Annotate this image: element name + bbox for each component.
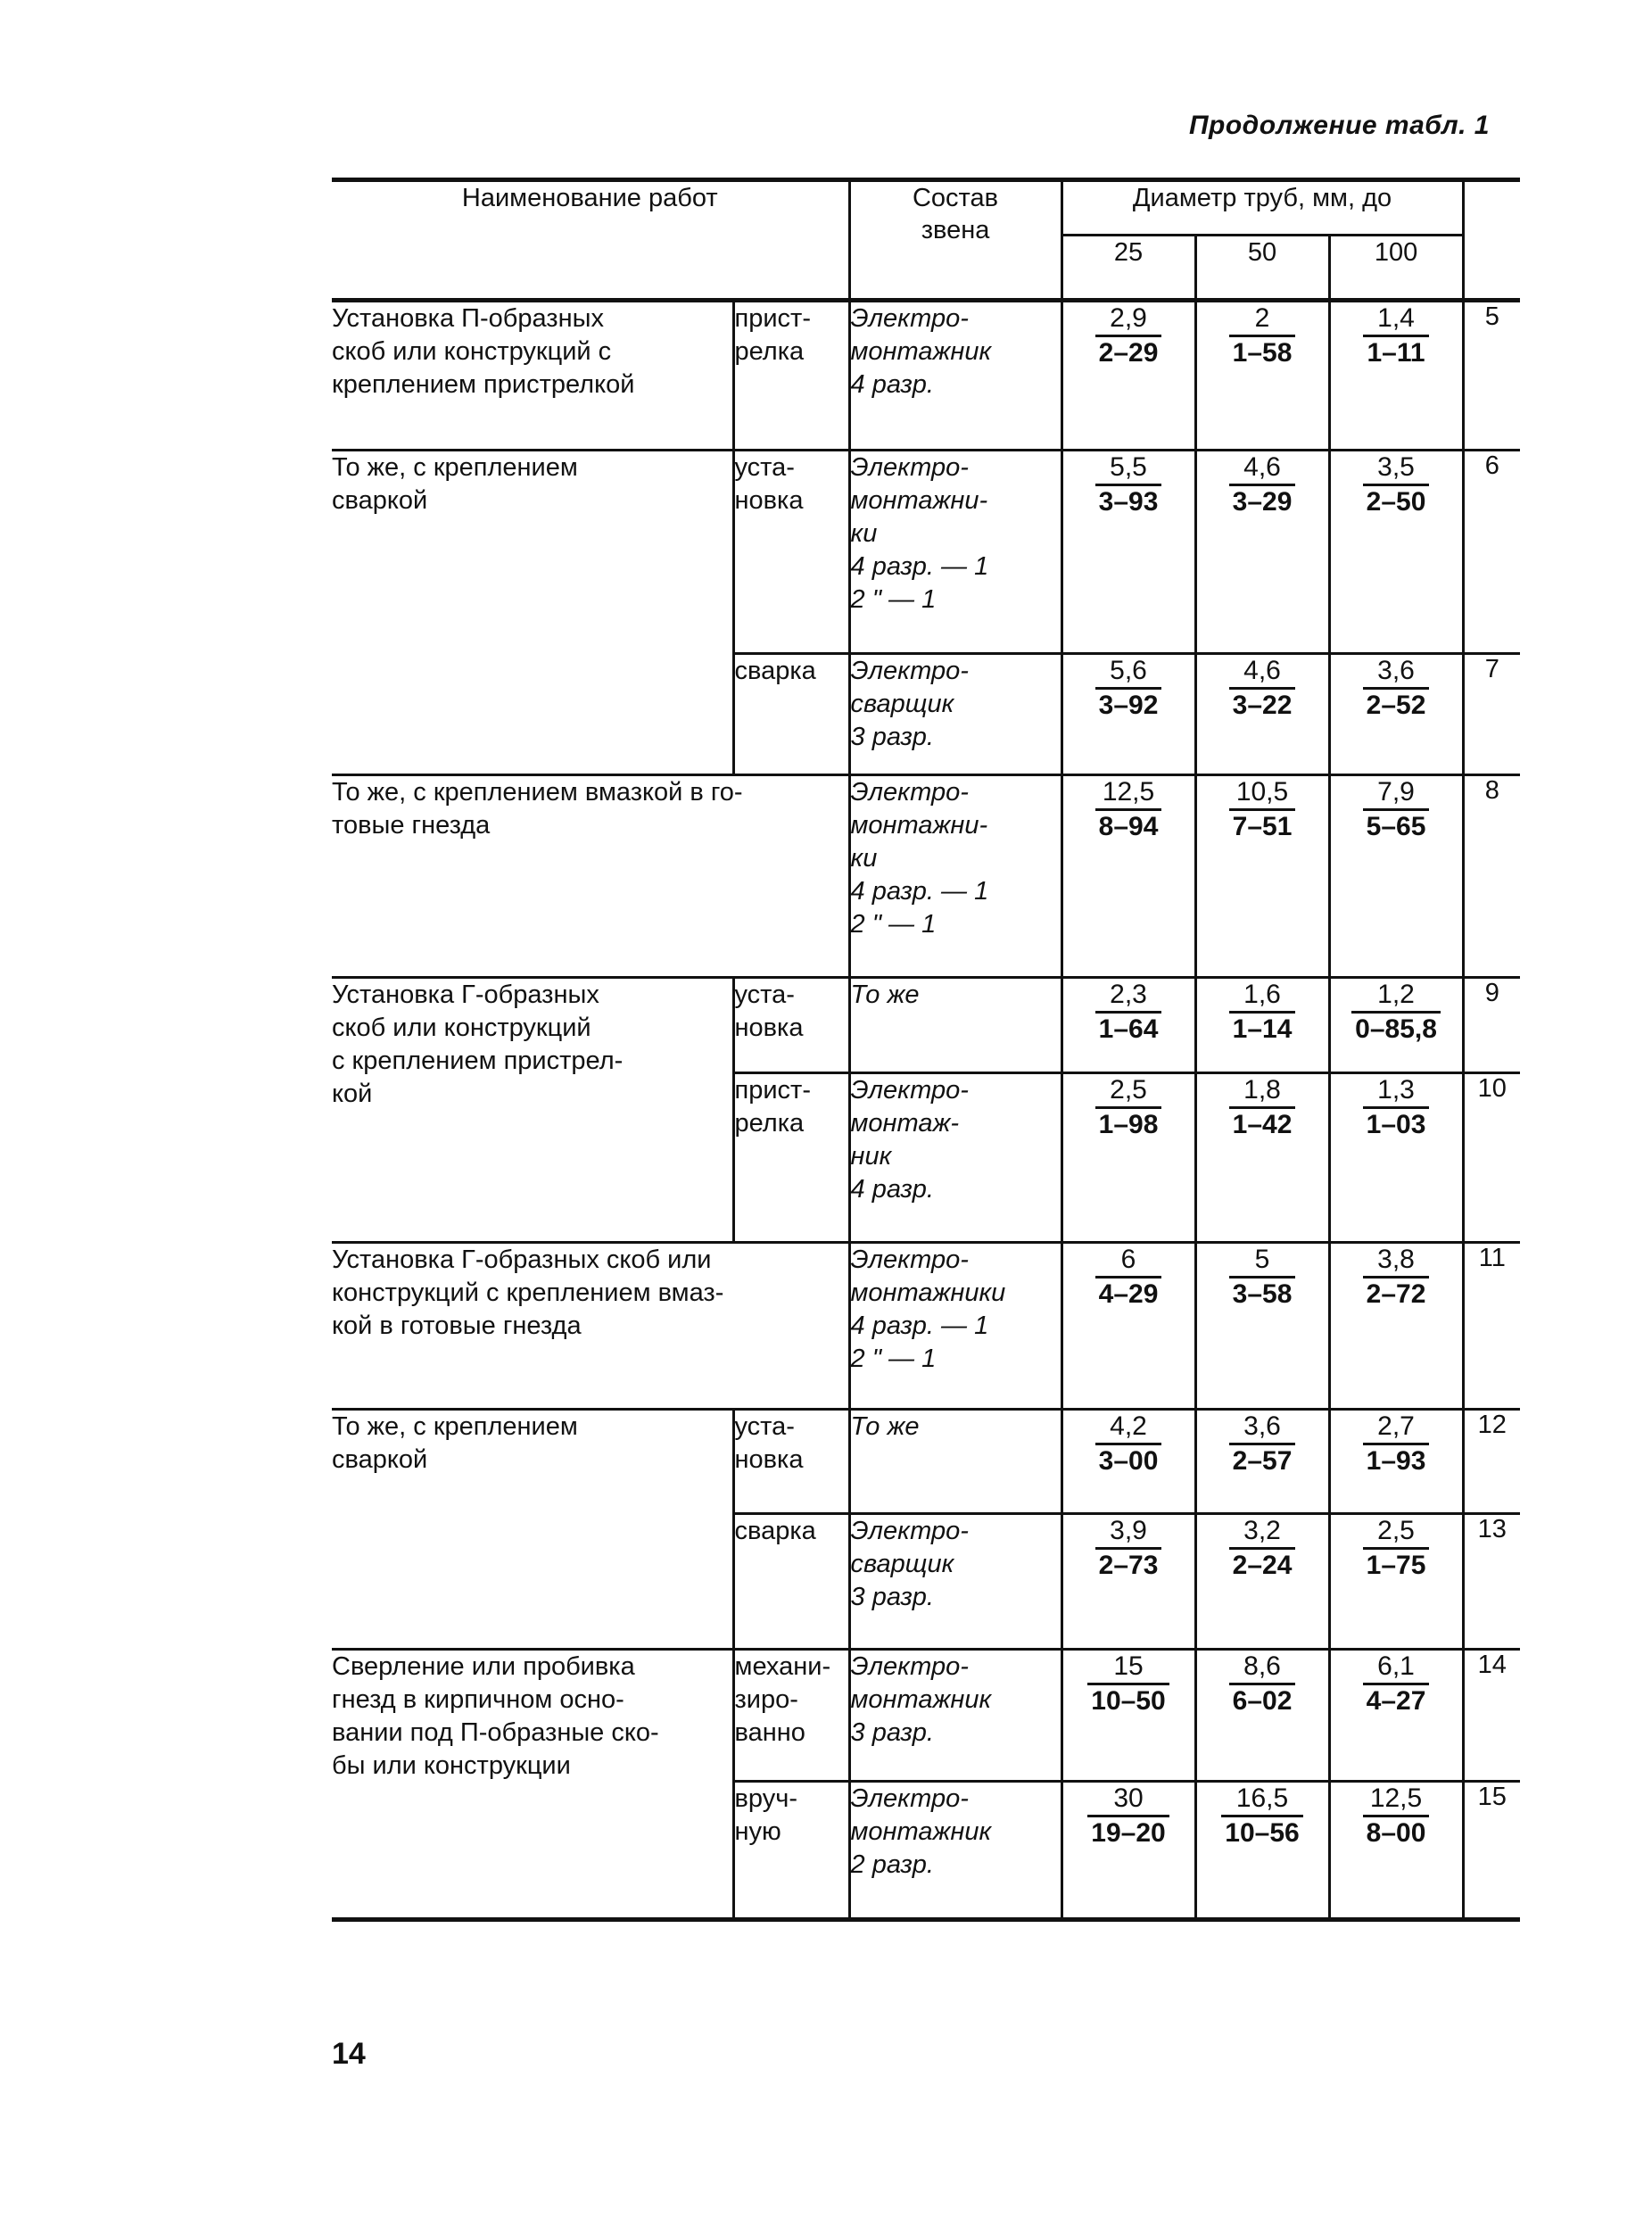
- text-line: вании под П-образные ско-: [332, 1718, 659, 1747]
- value-d50: [1195, 775, 1329, 978]
- header-d50: 50: [1195, 236, 1329, 301]
- text-line: сваркой: [332, 1445, 428, 1474]
- header-d100: 100: [1329, 236, 1463, 301]
- fraction-numerator: 2,9: [1095, 302, 1162, 337]
- work-name: [332, 1410, 733, 1650]
- text-line: Электро-: [850, 453, 969, 482]
- crew: [849, 654, 1061, 775]
- fraction-numerator: 4,2: [1095, 1411, 1162, 1445]
- fraction-denominator: 1–64: [1098, 1014, 1159, 1044]
- text-line: То же: [850, 1412, 920, 1441]
- table-row: [332, 301, 1520, 451]
- text-line: сварщик: [850, 1550, 954, 1578]
- text-line: 2 разр.: [850, 1850, 934, 1879]
- text-line: уста-: [734, 453, 795, 482]
- text-line: Электро-: [850, 1517, 969, 1545]
- text-line: Сверление или пробивка: [332, 1652, 635, 1681]
- norm-fraction: [1095, 451, 1162, 518]
- text-line: скоб или конструкций с: [332, 337, 612, 366]
- fraction-denominator: 3–93: [1098, 487, 1159, 517]
- fraction-numerator: 7,9: [1363, 776, 1430, 811]
- row-number: 7: [1463, 654, 1520, 775]
- norm-fraction: [1229, 776, 1296, 843]
- fraction-numerator: 3,6: [1363, 655, 1430, 690]
- text-line: скоб или конструкций: [332, 1014, 591, 1042]
- text-line: Электро-: [850, 304, 969, 333]
- fraction-denominator: 8–00: [1366, 1818, 1426, 1848]
- fraction-numerator: 16,5: [1221, 1783, 1302, 1817]
- text-line: вруч-: [734, 1784, 797, 1813]
- text-line: кой: [332, 1080, 373, 1108]
- text-line: Электро-: [850, 1245, 969, 1274]
- text-line: 2 " — 1: [850, 1345, 937, 1373]
- text-line: монтажни-: [850, 486, 988, 515]
- fraction-denominator: 1–42: [1232, 1110, 1293, 1139]
- value-d25: [1061, 1410, 1195, 1514]
- norm-fraction: [1229, 1651, 1296, 1717]
- table-row: [332, 451, 1520, 654]
- text-line: монтажник: [850, 337, 992, 366]
- fraction-denominator: 7–51: [1232, 812, 1293, 841]
- work-method: [733, 1650, 849, 1782]
- work-name: [332, 451, 733, 775]
- text-line: 2 " — 1: [850, 910, 937, 939]
- fraction-denominator: 0–85,8: [1355, 1014, 1437, 1044]
- text-line: монтажник: [850, 1685, 992, 1714]
- value-d25: [1061, 1782, 1195, 1920]
- fraction-numerator: 1,6: [1229, 979, 1296, 1014]
- row-number: 9: [1463, 978, 1520, 1073]
- fraction-denominator: 4–29: [1098, 1279, 1159, 1309]
- text-line: конструкций с креплением вмаз-: [332, 1279, 724, 1307]
- norm-fraction: [1363, 302, 1428, 369]
- norm-fraction: [1087, 1783, 1169, 1849]
- table-row: [332, 1410, 1520, 1514]
- norm-fraction: [1363, 1783, 1430, 1849]
- header-name: Наименование работ: [332, 180, 849, 301]
- value-d50: [1195, 1410, 1329, 1514]
- norm-fraction: [1087, 1651, 1169, 1717]
- norm-fraction: [1363, 451, 1430, 518]
- row-number: 6: [1463, 451, 1520, 654]
- value-d50: [1195, 1243, 1329, 1410]
- text-line: 4 разр. — 1: [850, 1312, 989, 1340]
- fraction-denominator: 3–58: [1232, 1279, 1293, 1309]
- fraction-numerator: 10,5: [1229, 776, 1296, 811]
- fraction-denominator: 2–50: [1366, 487, 1426, 517]
- norm-fraction: [1229, 451, 1296, 518]
- norm-fraction: [1221, 1783, 1302, 1849]
- crew: [849, 978, 1061, 1073]
- work-method: [733, 1514, 849, 1650]
- fraction-numerator: 12,5: [1095, 776, 1162, 811]
- value-d50: [1195, 1514, 1329, 1650]
- work-name: [332, 301, 733, 451]
- text-line: ки: [850, 844, 878, 873]
- text-line: 4 разр. — 1: [850, 552, 989, 581]
- fraction-denominator: 1–93: [1366, 1446, 1426, 1476]
- work-name: [332, 775, 849, 978]
- fraction-numerator: 3,6: [1229, 1411, 1296, 1445]
- crew: [849, 1243, 1061, 1410]
- crew: [849, 1514, 1061, 1650]
- work-method: [733, 654, 849, 775]
- text-line: сваркой: [332, 486, 428, 515]
- fraction-numerator: 4,6: [1229, 451, 1296, 486]
- text-line: ник: [850, 1142, 892, 1171]
- value-d50: [1195, 1782, 1329, 1920]
- text-line: релка: [734, 1109, 805, 1138]
- fraction-denominator: 1–58: [1232, 338, 1293, 368]
- crew: [849, 1410, 1061, 1514]
- crew: [849, 451, 1061, 654]
- fraction-denominator: 6–02: [1232, 1686, 1293, 1716]
- fraction-numerator: 1,8: [1229, 1074, 1296, 1109]
- text-line: 4 разр. — 1: [850, 877, 989, 906]
- fraction-numerator: 3,8: [1363, 1244, 1430, 1279]
- text-line: зиро-: [734, 1685, 798, 1714]
- text-line: монтажник: [850, 1817, 992, 1846]
- row-number: 5: [1463, 301, 1520, 451]
- fraction-numerator: 2,7: [1363, 1411, 1430, 1445]
- fraction-denominator: 1–11: [1367, 338, 1425, 368]
- fraction-numerator: 5: [1229, 1244, 1296, 1279]
- norm-fraction: [1229, 655, 1296, 722]
- text-line: Установка Г-образных скоб или: [332, 1245, 712, 1274]
- text-line: новка: [734, 1445, 804, 1474]
- fraction-numerator: 5,6: [1095, 655, 1162, 690]
- fraction-denominator: 1–03: [1366, 1110, 1426, 1139]
- text-line: новка: [734, 486, 804, 515]
- table-row: [332, 1650, 1520, 1782]
- value-d100: [1329, 1073, 1463, 1243]
- text-line: То же, с креплением: [332, 453, 578, 482]
- text-line: монтажники: [850, 1279, 1006, 1307]
- text-line: То же, с креплением вмазкой в го-: [332, 778, 743, 807]
- table-continuation-caption: Продолжение табл. 1: [1188, 111, 1490, 140]
- fraction-denominator: 2–57: [1232, 1446, 1293, 1476]
- text-line: Электро-: [850, 657, 969, 685]
- fraction-numerator: 30: [1087, 1783, 1169, 1817]
- value-d25: [1061, 1514, 1195, 1650]
- text-line: 3 разр.: [850, 1583, 934, 1611]
- norm-fraction: [1229, 1411, 1296, 1477]
- fraction-numerator: 5,5: [1095, 451, 1162, 486]
- fraction-numerator: 15: [1087, 1651, 1169, 1685]
- fraction-numerator: 6: [1095, 1244, 1162, 1279]
- work-method: прист- релка: [733, 301, 849, 451]
- norm-fraction: [1363, 655, 1430, 722]
- fraction-denominator: 2–52: [1366, 691, 1426, 720]
- value-d100: [1329, 1243, 1463, 1410]
- work-method: [733, 1073, 849, 1243]
- norm-fraction: [1363, 776, 1430, 843]
- text-line: бы или конструкции: [332, 1751, 571, 1780]
- norm-fraction: [1229, 979, 1296, 1046]
- fraction-denominator: 1–98: [1098, 1110, 1159, 1139]
- value-d100: [1329, 978, 1463, 1073]
- row-number: 11: [1463, 1243, 1520, 1410]
- value-d100: [1329, 1410, 1463, 1514]
- text-line: 3 разр.: [850, 1718, 934, 1747]
- text-line: сварка: [734, 1517, 816, 1545]
- text-line: уста-: [734, 981, 795, 1009]
- text-line: новка: [734, 1014, 804, 1042]
- fraction-numerator: 1,3: [1363, 1074, 1430, 1109]
- norm-fraction: [1363, 1074, 1430, 1141]
- text-line: Электро-: [850, 1652, 969, 1681]
- norm-fraction: [1351, 979, 1441, 1046]
- row-number: 14: [1463, 1650, 1520, 1782]
- value-d25: [1061, 775, 1195, 978]
- norm-fraction: [1229, 1074, 1296, 1141]
- text-line: Установка Г-образных: [332, 981, 599, 1009]
- work-name: [332, 1243, 849, 1410]
- fraction-denominator: 5–65: [1366, 812, 1426, 841]
- value-d25: [1061, 978, 1195, 1073]
- fraction-numerator: 2,3: [1095, 979, 1162, 1014]
- norm-fraction: [1095, 776, 1162, 843]
- norm-fraction: [1095, 1411, 1162, 1477]
- value-d100: [1329, 775, 1463, 978]
- value-d50: [1195, 301, 1329, 451]
- work-name: [332, 1650, 733, 1920]
- norm-fraction: [1095, 979, 1162, 1046]
- fraction-numerator: 2,5: [1363, 1515, 1430, 1550]
- text-line: с креплением пристрел-: [332, 1047, 624, 1075]
- fraction-numerator: 2: [1229, 302, 1296, 337]
- fraction-denominator: 19–20: [1091, 1818, 1166, 1848]
- value-d50: [1195, 654, 1329, 775]
- fraction-numerator: 1,4: [1363, 302, 1428, 337]
- norm-fraction: [1229, 302, 1296, 369]
- row-number: 13: [1463, 1514, 1520, 1650]
- text-line: монтажни-: [850, 811, 988, 840]
- text-line: 3 разр.: [850, 723, 934, 751]
- table-row: [332, 775, 1520, 978]
- text-line: 4 разр.: [850, 370, 934, 399]
- value-d100: [1329, 654, 1463, 775]
- fraction-numerator: 8,6: [1229, 1651, 1296, 1685]
- crew: [849, 301, 1061, 451]
- crew: [849, 775, 1061, 978]
- fraction-numerator: 3,2: [1229, 1515, 1296, 1550]
- text-line: То же, с креплением: [332, 1412, 578, 1441]
- fraction-denominator: 1–75: [1366, 1551, 1426, 1580]
- row-number: 12: [1463, 1410, 1520, 1514]
- fraction-denominator: 3–00: [1098, 1446, 1159, 1476]
- work-name: [332, 978, 733, 1243]
- norm-fraction: [1363, 1411, 1430, 1477]
- text-line: прист-: [734, 1076, 811, 1105]
- fraction-denominator: 2–73: [1098, 1551, 1159, 1580]
- crew: [849, 1782, 1061, 1920]
- value-d50: [1195, 1073, 1329, 1243]
- value-d25: [1061, 451, 1195, 654]
- text-line: То же: [850, 981, 920, 1009]
- fraction-denominator: 2–24: [1232, 1551, 1293, 1580]
- norm-fraction: [1095, 1244, 1162, 1311]
- text-line: уста-: [734, 1412, 795, 1441]
- value-d25: [1061, 654, 1195, 775]
- value-d50: [1195, 1650, 1329, 1782]
- norm-fraction: [1229, 1515, 1296, 1582]
- text-line: сварка: [734, 657, 816, 685]
- norm-fraction: [1095, 302, 1162, 369]
- fraction-denominator: 8–94: [1098, 812, 1159, 841]
- text-line: механи-: [734, 1652, 831, 1681]
- work-method: [733, 451, 849, 654]
- value-d100: [1329, 301, 1463, 451]
- norm-fraction: [1095, 1074, 1162, 1141]
- text-line: товые гнезда: [332, 811, 491, 840]
- text-line: гнезд в кирпичном осно-: [332, 1685, 624, 1714]
- table-row: [332, 978, 1520, 1073]
- norm-fraction: [1363, 1651, 1430, 1717]
- value-d25: [1061, 1650, 1195, 1782]
- text-line: ки: [850, 519, 878, 548]
- fraction-denominator: 3–92: [1098, 691, 1159, 720]
- fraction-denominator: 3–29: [1232, 487, 1293, 517]
- fraction-numerator: 3,5: [1363, 451, 1430, 486]
- fraction-numerator: 3,9: [1095, 1515, 1162, 1550]
- value-d25: [1061, 301, 1195, 451]
- text-line: сварщик: [850, 690, 954, 718]
- header-diameter: Диаметр труб, мм, до: [1061, 180, 1463, 236]
- norm-fraction: [1363, 1244, 1430, 1311]
- value-d100: [1329, 1650, 1463, 1782]
- value-d25: [1061, 1073, 1195, 1243]
- work-method: [733, 1410, 849, 1514]
- norms-table: [332, 178, 1520, 1922]
- fraction-denominator: 2–29: [1098, 338, 1159, 368]
- text-line: ванно: [734, 1718, 805, 1747]
- value-d100: [1329, 451, 1463, 654]
- crew: [849, 1073, 1061, 1243]
- text-line: 2 " — 1: [850, 585, 937, 614]
- fraction-denominator: 1–14: [1232, 1014, 1293, 1044]
- text-line: кой в готовые гнезда: [332, 1312, 582, 1340]
- fraction-numerator: 1,2: [1351, 979, 1441, 1014]
- text-line: монтаж-: [850, 1109, 960, 1138]
- text-line: Установка П-образных: [332, 304, 604, 333]
- text-line: Электро-: [850, 1784, 969, 1813]
- work-method: [733, 1782, 849, 1920]
- value-d25: [1061, 1243, 1195, 1410]
- fraction-numerator: 6,1: [1363, 1651, 1430, 1685]
- work-method: [733, 978, 849, 1073]
- text-line: Электро-: [850, 1076, 969, 1105]
- norm-fraction: [1363, 1515, 1430, 1582]
- header-num: [1463, 180, 1520, 301]
- value-d50: [1195, 978, 1329, 1073]
- value-d100: [1329, 1782, 1463, 1920]
- fraction-denominator: 3–22: [1232, 691, 1293, 720]
- text-line: ную: [734, 1817, 781, 1846]
- text-line: 4 разр.: [850, 1175, 934, 1204]
- norm-fraction: [1095, 1515, 1162, 1582]
- row-number: 15: [1463, 1782, 1520, 1920]
- value-d50: [1195, 451, 1329, 654]
- row-number: 8: [1463, 775, 1520, 978]
- text-line: креплением пристрелкой: [332, 370, 635, 399]
- header-d25: 25: [1061, 236, 1195, 301]
- page-number: 14: [332, 2037, 366, 2071]
- value-d100: [1329, 1514, 1463, 1650]
- crew: [849, 1650, 1061, 1782]
- norm-fraction: [1095, 655, 1162, 722]
- fraction-denominator: 10–50: [1091, 1686, 1166, 1716]
- fraction-denominator: 10–56: [1225, 1818, 1300, 1848]
- norm-fraction: [1229, 1244, 1296, 1311]
- row-number: 10: [1463, 1073, 1520, 1243]
- header-sostav: Состав звена: [849, 180, 1061, 301]
- fraction-denominator: 2–72: [1366, 1279, 1426, 1309]
- fraction-numerator: 4,6: [1229, 655, 1296, 690]
- fraction-denominator: 4–27: [1366, 1686, 1426, 1716]
- fraction-numerator: 12,5: [1363, 1783, 1430, 1817]
- table-row: [332, 1243, 1520, 1410]
- text-line: Электро-: [850, 778, 969, 807]
- fraction-numerator: 2,5: [1095, 1074, 1162, 1109]
